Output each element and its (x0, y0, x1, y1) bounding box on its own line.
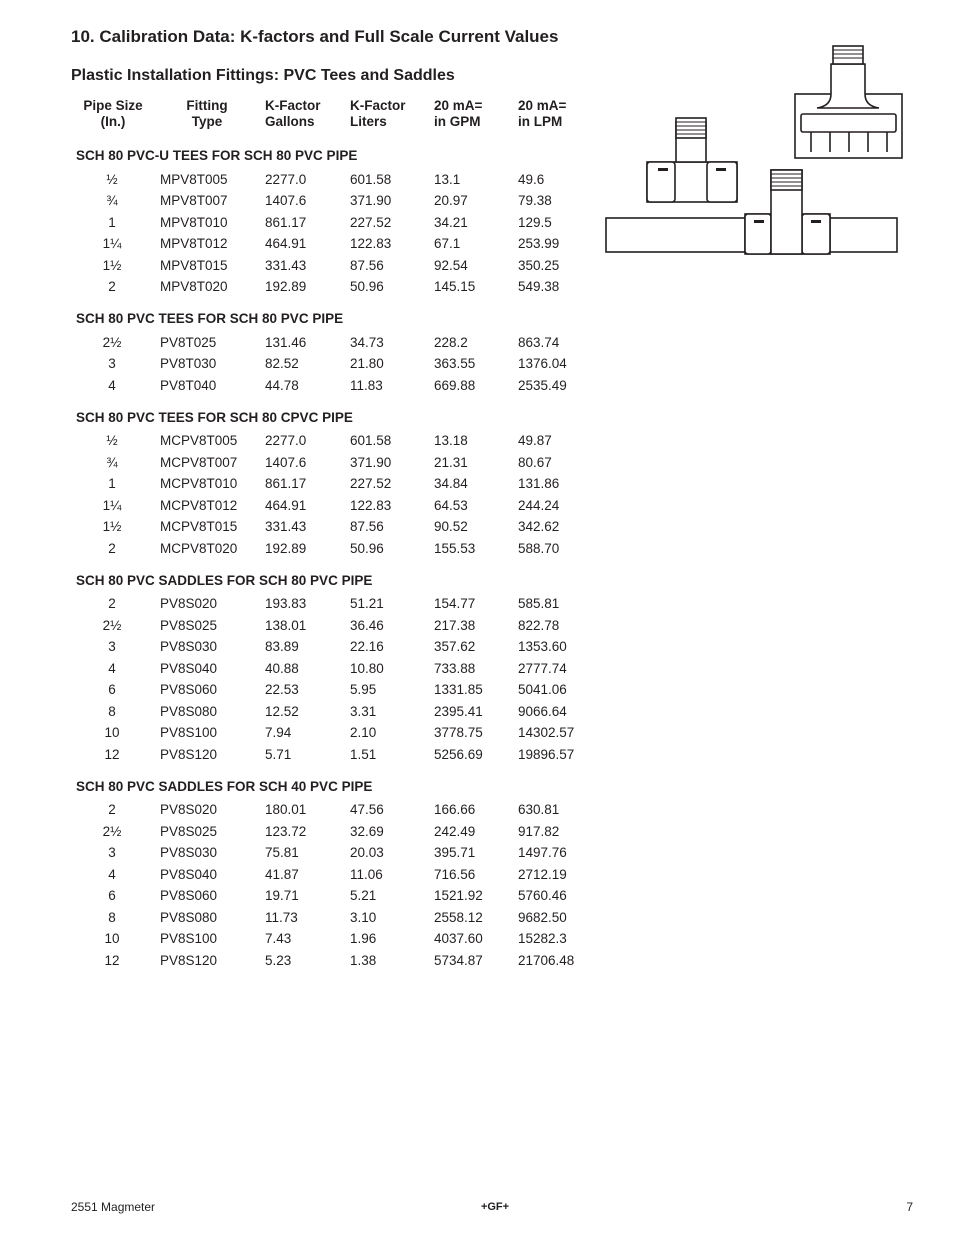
cell-pipe-size: 4 (108, 866, 116, 882)
cell-gpm-20ma: 20.97 (434, 193, 468, 208)
cell-lpm-20ma: 822.78 (518, 617, 560, 633)
page-title: 10. Calibration Data: K-factors and Full Scale Current Values (71, 27, 559, 46)
header-kfactor-gallons: K-Factor Gallons (265, 98, 321, 129)
table-row (0, 744, 600, 766)
cell-fitting-type: MPV8T005 (160, 171, 228, 187)
cell-pipe-size: 6 (108, 888, 116, 903)
cell-lpm-20ma: 549.38 (518, 279, 560, 294)
section-title: SCH 80 PVC-U TEES FOR SCH 80 PVC PIPE (76, 148, 358, 163)
cell-lpm-20ma: 350.25 (518, 257, 560, 273)
cell-kfactor-gallons: 12.52 (265, 703, 299, 719)
cell-lpm-20ma: 1376.04 (518, 356, 567, 371)
cell-pipe-size: ½ (106, 433, 118, 448)
cell-kfactor-gallons: 180.01 (265, 802, 307, 817)
cell-kfactor-gallons: 131.46 (265, 334, 307, 350)
cell-fitting-type: PV8S120 (160, 746, 218, 762)
cell-fitting-type: PV8S040 (160, 660, 218, 676)
cell-lpm-20ma: 129.5 (518, 214, 552, 230)
cell-pipe-size: 12 (104, 952, 120, 968)
cell-kfactor-liters: 10.80 (350, 660, 384, 676)
cell-kfactor-liters: 3.10 (350, 909, 377, 925)
table-column-headers (0, 98, 600, 134)
cell-gpm-20ma: 1331.85 (434, 682, 483, 697)
cell-kfactor-liters: 11.06 (350, 866, 383, 882)
cell-fitting-type: PV8S060 (160, 888, 218, 903)
cell-kfactor-liters: 87.56 (350, 519, 384, 534)
cell-lpm-20ma: 1497.76 (518, 845, 567, 860)
cell-kfactor-gallons: 1407.6 (265, 193, 307, 208)
section-title: SCH 80 PVC TEES FOR SCH 80 PVC PIPE (76, 311, 344, 326)
table-row (0, 701, 600, 723)
cell-kfactor-gallons: 82.52 (265, 356, 299, 371)
cell-kfactor-liters: 5.95 (350, 682, 377, 697)
cell-kfactor-liters: 3.31 (350, 703, 377, 719)
cell-kfactor-liters: 601.58 (350, 433, 392, 448)
cell-gpm-20ma: 1521.92 (434, 888, 483, 903)
table-row (0, 593, 600, 615)
cell-gpm-20ma: 92.54 (434, 257, 468, 273)
cell-gpm-20ma: 242.49 (434, 823, 476, 839)
header-pipe-size: Pipe Size (In.) (83, 98, 143, 129)
cell-kfactor-gallons: 40.88 (265, 660, 299, 676)
cell-lpm-20ma: 15282.3 (518, 931, 567, 946)
table-row (0, 885, 600, 907)
cell-kfactor-gallons: 7.94 (265, 725, 292, 740)
cell-fitting-type: PV8S100 (160, 931, 218, 946)
cell-gpm-20ma: 716.56 (434, 866, 476, 882)
cell-gpm-20ma: 21.31 (434, 454, 468, 470)
cell-lpm-20ma: 5760.46 (518, 888, 567, 903)
cell-lpm-20ma: 1353.60 (518, 639, 567, 654)
gf-logo: +GF+ (480, 1201, 510, 1213)
cell-kfactor-liters: 36.46 (350, 617, 384, 633)
table-row (0, 255, 600, 277)
cell-pipe-size: 10 (104, 725, 120, 740)
cell-lpm-20ma: 630.81 (518, 802, 560, 817)
cell-pipe-size: 8 (108, 909, 116, 925)
cell-kfactor-gallons: 19.71 (265, 888, 299, 903)
cell-pipe-size: 6 (108, 682, 116, 697)
table-row (0, 679, 600, 701)
cell-lpm-20ma: 2712.19 (518, 866, 567, 882)
cell-kfactor-gallons: 7.43 (265, 931, 292, 946)
cell-kfactor-liters: 32.69 (350, 823, 384, 839)
cell-gpm-20ma: 395.71 (434, 845, 476, 860)
table-row (0, 452, 600, 474)
cell-gpm-20ma: 5256.69 (434, 746, 483, 762)
table-section (0, 147, 600, 298)
cell-pipe-size: 2 (108, 802, 116, 817)
cell-fitting-type: MPV8T012 (160, 236, 228, 251)
cell-fitting-type: PV8S030 (160, 845, 218, 860)
table-row (0, 332, 600, 354)
cell-kfactor-gallons: 5.23 (265, 952, 292, 968)
cell-pipe-size: 2 (108, 279, 116, 294)
cell-gpm-20ma: 5734.87 (434, 952, 483, 968)
cell-kfactor-gallons: 861.17 (265, 214, 307, 230)
cell-kfactor-liters: 227.52 (350, 214, 392, 230)
cell-lpm-20ma: 79.38 (518, 193, 552, 208)
cell-pipe-size: 8 (108, 703, 116, 719)
cell-fitting-type: PV8S025 (160, 823, 218, 839)
section-title: SCH 80 PVC SADDLES FOR SCH 40 PVC PIPE (76, 778, 373, 794)
table-row (0, 233, 600, 255)
cell-gpm-20ma: 669.88 (434, 377, 476, 393)
cell-kfactor-gallons: 123.72 (265, 823, 307, 839)
table-row (0, 821, 600, 843)
cell-gpm-20ma: 363.55 (434, 356, 476, 371)
cell-lpm-20ma: 244.24 (518, 497, 560, 513)
cell-kfactor-gallons: 2277.0 (265, 171, 307, 187)
cell-lpm-20ma: 917.82 (518, 823, 560, 839)
cell-pipe-size: 1¼ (102, 497, 122, 513)
cell-kfactor-liters: 50.96 (350, 279, 384, 294)
table-section (0, 572, 600, 766)
cell-pipe-size: 1¼ (102, 236, 122, 251)
cell-pipe-size: ¾ (106, 193, 118, 208)
cell-gpm-20ma: 34.21 (434, 214, 468, 230)
table-row (0, 430, 600, 452)
cell-gpm-20ma: 217.38 (434, 617, 476, 633)
section-title: SCH 80 PVC SADDLES FOR SCH 80 PVC PIPE (76, 572, 373, 588)
table-section (0, 409, 600, 560)
cell-pipe-size: 1½ (102, 257, 122, 273)
table-row (0, 353, 600, 375)
cell-fitting-type: PV8S020 (160, 802, 218, 817)
cell-kfactor-liters: 5.21 (350, 888, 377, 903)
cell-fitting-type: MCPV8T010 (160, 476, 238, 491)
cell-kfactor-gallons: 1407.6 (265, 454, 307, 470)
cell-fitting-type: MCPV8T015 (160, 519, 238, 534)
cell-gpm-20ma: 90.52 (434, 519, 468, 534)
header-20ma-gpm: 20 mA= in GPM (434, 98, 483, 129)
cell-fitting-type: MCPV8T020 (160, 540, 238, 556)
cell-kfactor-liters: 122.83 (350, 236, 392, 251)
cell-lpm-20ma: 49.6 (518, 171, 545, 187)
section-title: SCH 80 PVC TEES FOR SCH 80 CPVC PIPE (76, 409, 353, 425)
cell-fitting-type: PV8S030 (160, 639, 218, 654)
cell-lpm-20ma: 21706.48 (518, 952, 575, 968)
cell-kfactor-gallons: 331.43 (265, 519, 307, 534)
cell-fitting-type: MPV8T020 (160, 279, 228, 294)
cell-kfactor-liters: 227.52 (350, 476, 392, 491)
cell-kfactor-liters: 47.56 (350, 802, 384, 817)
table-row (0, 169, 600, 191)
cell-kfactor-gallons: 331.43 (265, 257, 307, 273)
cell-fitting-type: MPV8T007 (160, 193, 228, 208)
table-row (0, 907, 600, 929)
cell-pipe-size: 2½ (102, 334, 122, 350)
cell-gpm-20ma: 733.88 (434, 660, 476, 676)
table-row (0, 276, 600, 298)
header-fitting-type: Fitting Type (186, 98, 228, 129)
table-row (0, 473, 600, 495)
cell-kfactor-liters: 11.83 (350, 377, 383, 393)
cell-lpm-20ma: 80.67 (518, 454, 552, 470)
cell-kfactor-liters: 1.38 (350, 952, 377, 968)
cell-fitting-type: MCPV8T005 (160, 433, 238, 448)
calibration-table (0, 147, 600, 971)
cell-kfactor-liters: 22.16 (350, 639, 384, 654)
cell-pipe-size: 1 (108, 476, 116, 491)
cell-pipe-size: 3 (108, 356, 116, 371)
cell-kfactor-liters: 51.21 (350, 596, 384, 611)
cell-pipe-size: 2½ (102, 823, 122, 839)
cell-kfactor-gallons: 83.89 (265, 639, 299, 654)
cell-lpm-20ma: 49.87 (518, 433, 552, 448)
table-row (0, 842, 600, 864)
cell-lpm-20ma: 131.86 (518, 476, 560, 491)
cell-kfactor-gallons: 22.53 (265, 682, 299, 697)
cell-pipe-size: ¾ (106, 454, 118, 470)
cell-kfactor-gallons: 193.83 (265, 596, 307, 611)
cell-fitting-type: PV8S080 (160, 909, 218, 925)
cell-gpm-20ma: 34.84 (434, 476, 468, 491)
tee-and-saddle-fittings-drawing (603, 44, 903, 258)
table-section (0, 778, 600, 972)
cell-pipe-size: 2 (108, 540, 116, 556)
cell-gpm-20ma: 13.18 (434, 433, 468, 448)
cell-kfactor-liters: 371.90 (350, 454, 392, 470)
table-row (0, 212, 600, 234)
cell-kfactor-gallons: 192.89 (265, 279, 307, 294)
cell-gpm-20ma: 155.53 (434, 540, 476, 556)
cell-fitting-type: MCPV8T007 (160, 454, 238, 470)
cell-kfactor-gallons: 75.81 (265, 845, 299, 860)
table-row (0, 636, 600, 658)
cell-fitting-type: PV8T025 (160, 334, 217, 350)
table-row (0, 375, 600, 397)
cell-pipe-size: ½ (106, 171, 118, 187)
cell-gpm-20ma: 2558.12 (434, 909, 483, 925)
table-section (0, 310, 600, 396)
cell-gpm-20ma: 145.15 (434, 279, 476, 294)
cell-pipe-size: 2 (108, 596, 116, 611)
cell-kfactor-liters: 1.96 (350, 931, 377, 946)
table-row (0, 516, 600, 538)
cell-pipe-size: 10 (104, 931, 120, 946)
header-kfactor-liters: K-Factor Liters (350, 98, 406, 129)
cell-kfactor-gallons: 41.87 (265, 866, 299, 882)
cell-lpm-20ma: 253.99 (518, 236, 560, 251)
cell-kfactor-gallons: 464.91 (265, 236, 307, 251)
table-row (0, 615, 600, 637)
cell-gpm-20ma: 228.2 (434, 334, 468, 350)
cell-gpm-20ma: 4037.60 (434, 931, 483, 946)
cell-kfactor-gallons: 192.89 (265, 540, 307, 556)
cell-lpm-20ma: 585.81 (518, 596, 560, 611)
cell-pipe-size: 1 (108, 214, 116, 230)
cell-lpm-20ma: 5041.06 (518, 682, 567, 697)
cell-lpm-20ma: 19896.57 (518, 746, 575, 762)
footer-product-name: 2551 Magmeter (71, 1200, 156, 1214)
table-row (0, 722, 600, 744)
cell-lpm-20ma: 863.74 (518, 334, 560, 350)
cell-lpm-20ma: 342.62 (518, 519, 560, 534)
cell-gpm-20ma: 64.53 (434, 497, 468, 513)
cell-kfactor-gallons: 44.78 (265, 377, 299, 393)
cell-lpm-20ma: 14302.57 (518, 725, 575, 740)
table-row (0, 928, 600, 950)
cell-kfactor-liters: 371.90 (350, 193, 392, 208)
section-subtitle: Plastic Installation Fittings: PVC Tees and Saddles (71, 67, 455, 84)
cell-gpm-20ma: 3778.75 (434, 725, 483, 740)
cell-fitting-type: MPV8T010 (160, 214, 228, 230)
cell-kfactor-liters: 601.58 (350, 171, 392, 187)
cell-gpm-20ma: 154.77 (434, 596, 476, 611)
cell-gpm-20ma: 357.62 (434, 639, 476, 654)
cell-gpm-20ma: 2395.41 (434, 703, 483, 719)
cell-fitting-type: MCPV8T012 (160, 497, 238, 513)
cell-kfactor-liters: 122.83 (350, 497, 392, 513)
cell-pipe-size: 1½ (102, 519, 122, 534)
cell-fitting-type: PV8S040 (160, 866, 218, 882)
cell-kfactor-liters: 1.51 (350, 746, 377, 762)
cell-lpm-20ma: 588.70 (518, 540, 560, 556)
cell-lpm-20ma: 2535.49 (518, 377, 567, 393)
cell-pipe-size: 12 (104, 746, 120, 762)
cell-gpm-20ma: 166.66 (434, 802, 476, 817)
cell-kfactor-gallons: 464.91 (265, 497, 307, 513)
cell-pipe-size: 3 (108, 845, 116, 860)
cell-pipe-size: 4 (108, 377, 116, 393)
table-row (0, 495, 600, 517)
cell-kfactor-liters: 34.73 (350, 334, 384, 350)
table-row (0, 799, 600, 821)
cell-pipe-size: 4 (108, 660, 116, 676)
cell-kfactor-gallons: 138.01 (265, 617, 307, 633)
cell-fitting-type: PV8S020 (160, 596, 218, 611)
cell-fitting-type: PV8S100 (160, 725, 218, 740)
header-20ma-lpm: 20 mA= in LPM (518, 98, 567, 129)
cell-lpm-20ma: 9682.50 (518, 909, 567, 925)
cell-pipe-size: 2½ (102, 617, 122, 633)
cell-gpm-20ma: 13.1 (434, 171, 461, 187)
cell-kfactor-gallons: 11.73 (265, 909, 298, 925)
cell-fitting-type: PV8S080 (160, 703, 218, 719)
page-number: 7 (906, 1200, 913, 1214)
cell-kfactor-liters: 87.56 (350, 257, 384, 273)
cell-lpm-20ma: 2777.74 (518, 660, 567, 676)
cell-kfactor-liters: 50.96 (350, 540, 384, 556)
cell-kfactor-liters: 20.03 (350, 845, 384, 860)
cell-fitting-type: PV8T040 (160, 377, 217, 393)
table-row (0, 864, 600, 886)
cell-fitting-type: MPV8T015 (160, 257, 228, 273)
cell-fitting-type: PV8S120 (160, 952, 218, 968)
cell-kfactor-gallons: 5.71 (265, 746, 292, 762)
cell-gpm-20ma: 67.1 (434, 236, 461, 251)
cell-fitting-type: PV8T030 (160, 356, 217, 371)
table-row (0, 950, 600, 972)
cell-lpm-20ma: 9066.64 (518, 703, 567, 719)
cell-kfactor-liters: 2.10 (350, 725, 377, 740)
table-row (0, 658, 600, 680)
cell-kfactor-liters: 21.80 (350, 356, 384, 371)
cell-pipe-size: 3 (108, 639, 116, 654)
cell-kfactor-gallons: 861.17 (265, 476, 307, 491)
table-row (0, 538, 600, 560)
cell-fitting-type: PV8S060 (160, 682, 218, 697)
cell-fitting-type: PV8S025 (160, 617, 218, 633)
table-row (0, 190, 600, 212)
cell-kfactor-gallons: 2277.0 (265, 433, 307, 448)
